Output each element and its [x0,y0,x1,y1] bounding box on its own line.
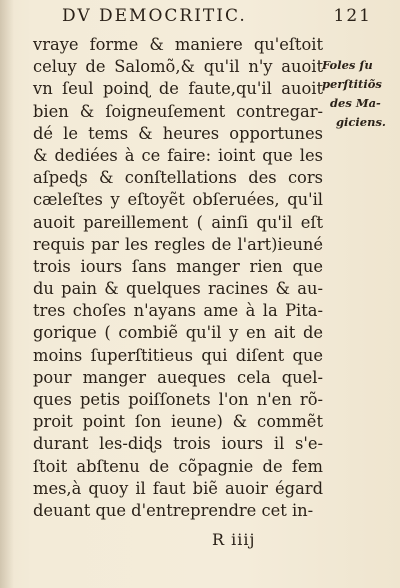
text-line: celuy de Salomõ,& qu'il n'y auoit [33,57,323,77]
text-line: bien & ſoigneuſement contregar- [33,101,323,121]
text-line: auoit pareillement ( ainſi qu'il eſt [33,212,323,232]
text-line: trois iours ſans manger rien que [33,256,323,276]
text-line: requis par les regles de l'art)ieuné [33,234,323,254]
margin-note-line: giciens. [336,115,386,129]
gutter-shadow [0,0,14,588]
text-line: proit point ſon ieune) & commẽt [33,412,323,432]
text-line: mes,à quoy il faut biẽ auoir égard [33,478,323,498]
text-line: ſtoit abſtenu de cõpagnie de fem [33,456,323,476]
text-line: dé le tems & heures opportunes [33,123,323,143]
text-line: vraye forme & maniere qu'eſtoit [33,35,323,54]
text-line: gorique ( combiẽ qu'il y en ait de [33,323,323,343]
text-line: & dediées à ce faire: ioint que les [33,145,323,165]
text-line: aſpeɖs & conſtellations des cors [33,168,323,188]
text-line: moins ſuperſtitieus qui diſent que [33,345,323,365]
margin-note-line: des Ma- [330,96,381,110]
text-line: pour manger aueques cela quel- [33,367,323,387]
text-line: du pain & quelques racines & au- [33,279,323,299]
text-line: deuant que d'entreprendre cet in- [33,500,314,520]
signature-mark: R iiij [212,530,256,549]
text-line: durant les-diɖs trois iours il s'e- [33,434,323,454]
text-line: vn ſeul poinɖ de faute,qu'il auoit [33,79,323,99]
margin-note-line: perſtitiõs [322,77,382,91]
running-title: DV DEMOCRITIC. [62,6,247,26]
text-line: tres choſes n'ayans ame à la Pita- [33,301,323,321]
body-text [33,34,323,522]
margin-note-line: Foles ſu [322,58,373,72]
text-line: cæleſtes y eſtoyẽt obſeruées, qu'il [33,190,323,210]
page-number: 121 [333,6,372,26]
text-line: ques petis poiſſonets l'on n'en rõ- [33,390,323,409]
margin-note [322,56,397,132]
